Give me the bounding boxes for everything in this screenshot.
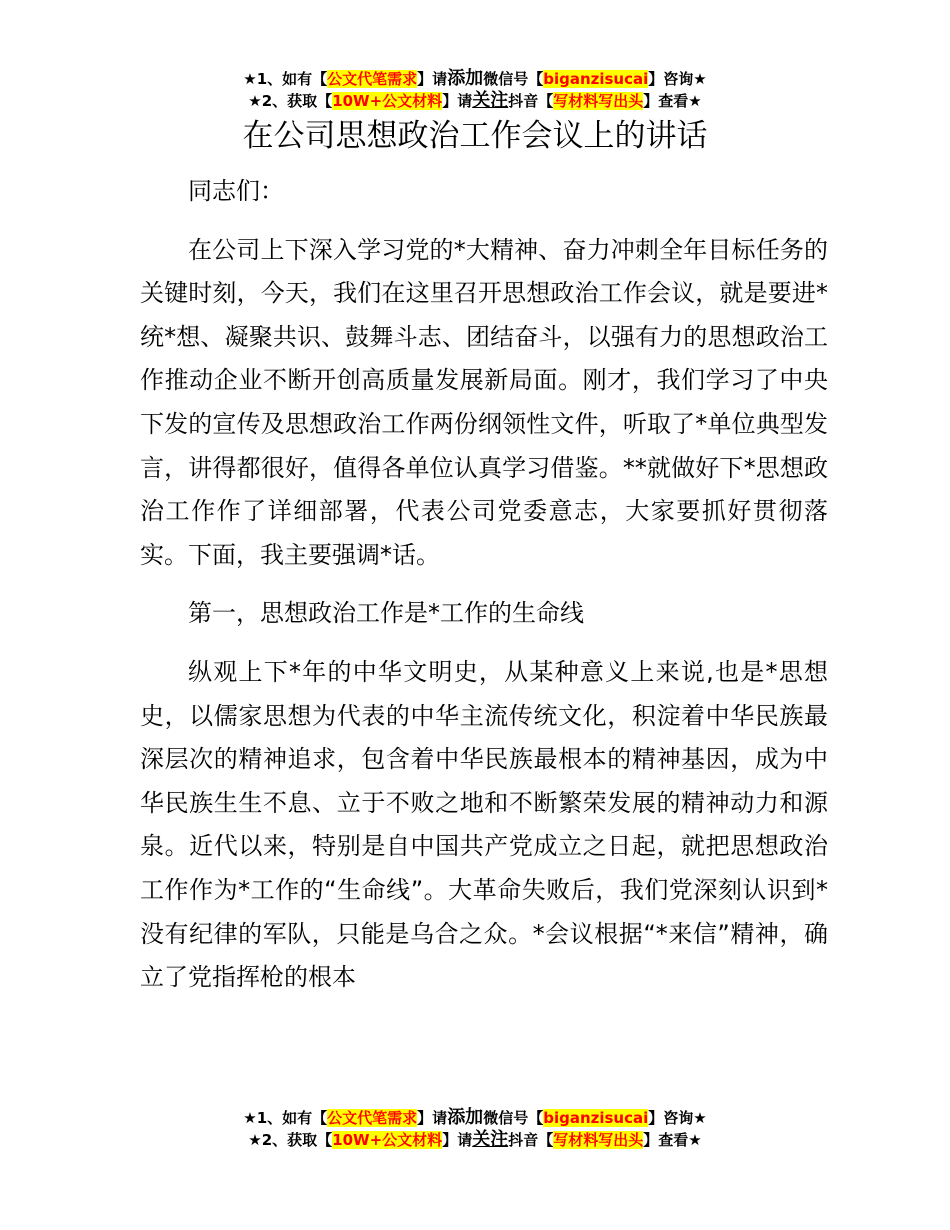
banner-text: 微信号【 [483,1109,544,1127]
highlight-douyin: 写材料写出头 [553,92,644,110]
banner-line-1 [0,1107,950,1129]
banner-text: ★1、如有【 [243,1109,328,1127]
highlight-douyin: 写材料写出头 [553,1131,644,1149]
banner-text: 】请 [442,92,473,110]
highlight-wechat-id: biganzisucai [543,70,649,88]
banner-text: ★2、获取【 [248,1131,333,1149]
banner-text: 微信号【 [483,70,544,88]
banner-line-2 [0,1129,950,1151]
paragraph-history: 纵观上下*年的中华文明史，从某种意义上来说,也是*思想史，以儒家思想为代表的中华主流传统文化，积淀着中华民族最深层次的精神追求，包含着中华民族最根本的精神基因，成为中华民族生生不息、立于不败之地和不断繁荣发展的精神动力和源泉。近代以来，特别是自中国共产党成立之日起，就把思想政治工作作为*工作的“生命线”。大革命失败后，我们党深刻认识到*没有纪律的军队，只能是乌合之众。*会议根据“*来信”精神，确立了党指挥枪的根本 [140,657,828,992]
banner-text: 抖音【 [508,1131,554,1149]
greeting: 同志们： [188,177,284,205]
banner-text: 】咨询★ [648,70,707,88]
banner-line-2 [0,90,950,112]
paragraph-intro: 在公司上下深入学习党的*大精神、奋力冲刺全年目标任务的关键时刻，今天，我们在这里召开思想政治工作会议，就是要进*统*想、凝聚共识、鼓舞斗志、团结奋斗，以强有力的思想政治工作推动企业不断开创高质量发展新局面。刚才，我们学习了中央下发的宣传及思想政治工作两份纲领性文件，听取了*单位典型发言，讲得都很好，值得各单位认真学习借鉴。**就做好下*思想政治工作作了详细部署，代表公司党委意志，大家要抓好贯彻落实。下面，我主要强调*话。 [140,235,828,569]
banner-text: 关注 [472,90,509,111]
document-body [140,170,828,1015]
banner-text: 】查看★ [643,1131,702,1149]
banner-line-1 [0,68,950,90]
banner-text: ★1、如有【 [243,70,328,88]
banner-text: 关注 [472,1129,509,1150]
banner-text: 】查看★ [643,92,702,110]
header-banner [0,68,950,112]
document-title: 在公司思想政治工作会议上的讲话 [242,118,708,154]
section-heading: 第一，思想政治工作是*工作的生命线 [188,599,584,628]
highlight-wechat-id: biganzisucai [543,1109,649,1127]
banner-text: 添加 [447,68,484,89]
highlight-materials: 10W+公文材料 [332,92,443,110]
banner-text: 】请 [417,70,448,88]
banner-text: 】请 [417,1109,448,1127]
banner-text: 】请 [442,1131,473,1149]
highlight-service: 公文代笔需求 [327,70,418,88]
banner-text: 】咨询★ [648,1109,707,1127]
banner-text: ★2、获取【 [248,92,333,110]
footer-banner [0,1107,950,1151]
banner-text: 抖音【 [508,92,554,110]
highlight-service: 公文代笔需求 [327,1109,418,1127]
banner-text: 添加 [447,1107,484,1128]
highlight-materials: 10W+公文材料 [332,1131,443,1149]
